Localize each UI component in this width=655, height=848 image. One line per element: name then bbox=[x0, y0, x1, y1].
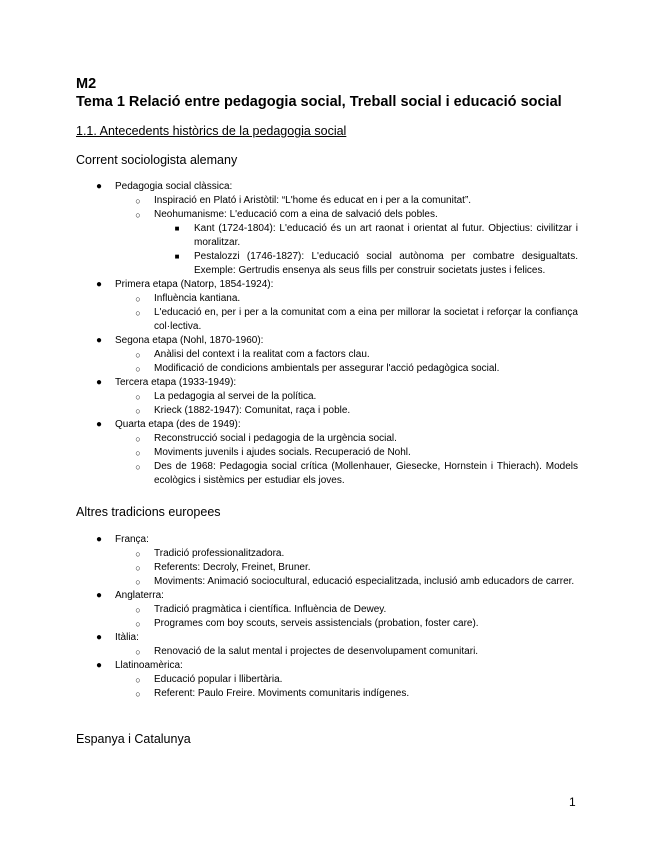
list-item-text: Krieck (1882-1947): Comunitat, raça i poble. bbox=[154, 405, 351, 416]
list-item-level-2 bbox=[0, 306, 578, 334]
list-item-level-1 bbox=[0, 631, 578, 645]
bullet-icon: ○ bbox=[135, 605, 141, 615]
list-item-text: La pedagogia al servei de la política. bbox=[154, 391, 317, 402]
bullet-icon: ● bbox=[95, 534, 103, 545]
list-item-text: Inspiració en Plató i Aristòtil: “L'home és educat en i per a la comunitat”. bbox=[154, 195, 472, 206]
list-item-level-2 bbox=[0, 404, 578, 418]
list-item-level-2 bbox=[0, 547, 578, 561]
bullet-icon: ■ bbox=[174, 252, 180, 261]
list-item-level-2 bbox=[0, 561, 578, 575]
bullet-icon: ○ bbox=[135, 549, 141, 559]
list-item-text: Quarta etapa (des de 1949): bbox=[115, 419, 241, 430]
list-item-level-2 bbox=[0, 292, 578, 306]
page-title: Tema 1 Relació entre pedagogia social, Treball social i educació social bbox=[76, 94, 562, 110]
list-item-text: Segona etapa (Nohl, 1870-1960): bbox=[115, 335, 264, 346]
bullet-icon: ● bbox=[95, 181, 103, 192]
list-item-level-1 bbox=[0, 418, 578, 432]
list-item-text: Moviments juvenils i ajudes socials. Recuperació de Nohl. bbox=[154, 447, 411, 458]
bullet-icon: ● bbox=[95, 632, 103, 643]
list-item-text: Influència kantiana. bbox=[154, 293, 241, 304]
list-item-text: Llatinoamèrica: bbox=[115, 660, 183, 671]
list-item-level-1 bbox=[0, 180, 578, 194]
bullet-icon: ○ bbox=[135, 448, 141, 458]
bullet-icon: ○ bbox=[135, 294, 141, 304]
bullet-icon: ○ bbox=[135, 462, 141, 472]
list-item-text: Tradició professionalitzadora. bbox=[154, 548, 285, 559]
list-item-text: Referent: Paulo Freire. Moviments comunitaris indígenes. bbox=[154, 688, 410, 699]
bullet-icon: ○ bbox=[135, 308, 141, 318]
list-item-text: Anglaterra: bbox=[115, 590, 164, 601]
bullet-icon: ○ bbox=[135, 196, 141, 206]
list-item-level-1 bbox=[0, 533, 578, 547]
list-item-text: Educació popular i llibertària. bbox=[154, 674, 283, 685]
list-item-text: Primera etapa (Natorp, 1854-1924): bbox=[115, 279, 274, 290]
bullet-icon: ○ bbox=[135, 210, 141, 220]
list-item-level-2 bbox=[0, 446, 578, 460]
section-heading-altres-tradicions: Altres tradicions europees bbox=[76, 505, 221, 519]
list-item-level-1 bbox=[0, 376, 578, 390]
bullet-icon: ● bbox=[95, 660, 103, 671]
outline-list-altres-tradicions bbox=[0, 533, 655, 701]
list-item-text: Tercera etapa (1933-1949): bbox=[115, 377, 237, 388]
bullet-icon: ● bbox=[95, 419, 103, 430]
bullet-icon: ○ bbox=[135, 689, 141, 699]
list-item-text: Referents: Decroly, Freinet, Bruner. bbox=[154, 562, 311, 573]
list-item-level-1 bbox=[0, 278, 578, 292]
section-heading-espanya: Espanya i Catalunya bbox=[76, 732, 191, 746]
list-item-level-3 bbox=[0, 250, 578, 278]
list-item-text: Moviments: Animació sociocultural, educació especialitzada, inclusió amb educadors de carrer. bbox=[154, 576, 575, 587]
list-item-level-1 bbox=[0, 659, 578, 673]
list-item-level-2 bbox=[0, 194, 578, 208]
list-item-level-2 bbox=[0, 603, 578, 617]
subsection-heading: 1.1. Antecedents històrics de la pedagogia social bbox=[76, 124, 347, 138]
module-code: M2 bbox=[76, 76, 97, 92]
list-item-level-2 bbox=[0, 362, 578, 376]
list-item-level-2 bbox=[0, 687, 578, 701]
bullet-icon: ○ bbox=[135, 619, 141, 629]
list-item-text: Reconstrucció social i pedagogia de la urgència social. bbox=[154, 433, 397, 444]
list-item-text: Itàlia: bbox=[115, 632, 139, 643]
bullet-icon: ● bbox=[95, 279, 103, 290]
list-item-level-3 bbox=[0, 222, 578, 250]
bullet-icon: ○ bbox=[135, 675, 141, 685]
section-heading-sociologista: Corrent sociologista alemany bbox=[76, 153, 238, 167]
list-item-text: Neohumanisme: L'educació com a eina de salvació dels pobles. bbox=[154, 209, 438, 220]
list-item-level-1 bbox=[0, 589, 578, 603]
bullet-icon: ○ bbox=[135, 647, 141, 657]
list-item-text: França: bbox=[115, 534, 149, 545]
bullet-icon: ● bbox=[95, 335, 103, 346]
list-item-text: Modificació de condicions ambientals per assegurar l'acció pedagògica social. bbox=[154, 363, 500, 374]
list-item-level-2 bbox=[0, 208, 578, 222]
list-item-level-1 bbox=[0, 334, 578, 348]
bullet-icon: ■ bbox=[174, 224, 180, 233]
bullet-icon: ○ bbox=[135, 364, 141, 374]
list-item-text: Tradició pragmàtica i científica. Influència de Dewey. bbox=[154, 604, 387, 615]
list-item-level-2 bbox=[0, 617, 578, 631]
bullet-icon: ● bbox=[95, 377, 103, 388]
list-item-level-2 bbox=[0, 432, 578, 446]
bullet-icon: ○ bbox=[135, 577, 141, 587]
list-item-text: Pestalozzi (1746-1827): L'educació social autònoma per combatre desigualtats. Exemple: Gertrudis ensenya als seus fills per construir societats justes i felices. bbox=[194, 251, 578, 276]
page-number: 1 bbox=[569, 795, 576, 809]
list-item-level-2 bbox=[0, 575, 578, 589]
bullet-icon: ○ bbox=[135, 350, 141, 360]
bullet-icon: ● bbox=[95, 590, 103, 601]
bullet-icon: ○ bbox=[135, 406, 141, 416]
list-item-text: L'educació en, per i per a la comunitat com a eina per millorar la societat i reforçar la confiança col·lectiva. bbox=[154, 307, 578, 332]
list-item-text: Anàlisi del context i la realitat com a factors clau. bbox=[154, 349, 370, 360]
list-item-text: Des de 1968: Pedagogia social crítica (Mollenhauer, Giesecke, Hornstein i Thierach). Models ecològics i sistèmics per estudiar els joves. bbox=[154, 461, 578, 486]
bullet-icon: ○ bbox=[135, 563, 141, 573]
outline-list-sociologista bbox=[0, 180, 655, 488]
list-item-text: Kant (1724-1804): L'educació és un art raonat i orientat al futur. Objectius: civilitzar i moralitzar. bbox=[194, 223, 578, 248]
list-item-level-2 bbox=[0, 673, 578, 687]
bullet-icon: ○ bbox=[135, 392, 141, 402]
list-item-text: Renovació de la salut mental i projectes de desenvolupament comunitari. bbox=[154, 646, 479, 657]
list-item-level-2 bbox=[0, 390, 578, 404]
list-item-text: Pedagogia social clàssica: bbox=[115, 181, 233, 192]
list-item-text: Programes com boy scouts, serveis assistencials (probation, foster care). bbox=[154, 618, 479, 629]
list-item-level-2 bbox=[0, 645, 578, 659]
list-item-level-2 bbox=[0, 348, 578, 362]
list-item-level-2 bbox=[0, 460, 578, 488]
bullet-icon: ○ bbox=[135, 434, 141, 444]
